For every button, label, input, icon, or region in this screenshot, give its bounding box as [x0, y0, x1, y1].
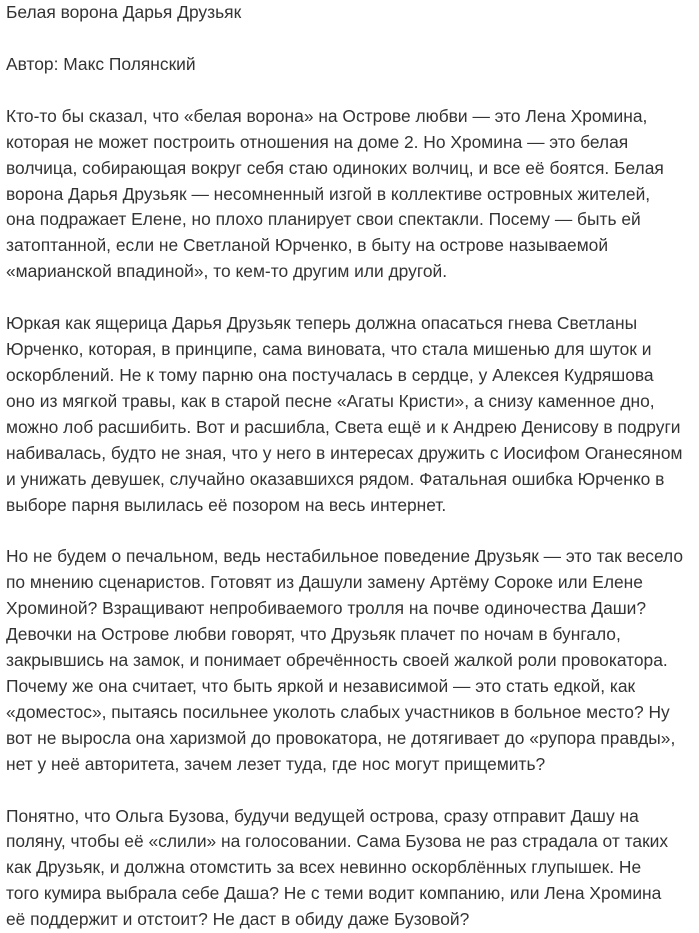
text-line: она подражает Елене, но плохо планирует свои спектакли. Посему — быть ей: [6, 209, 641, 230]
text-line: оскорблений. Не к тому парню она постучалась в сердце, у Алексея Кудряшова: [6, 364, 654, 385]
text-line: затоптанной, если не Светланой Юрченко, в быту на острове называемой: [6, 235, 609, 256]
text-line: Понятно, что Ольга Бузова, будучи ведущей острова, сразу отправит Дашу на: [6, 805, 639, 826]
text-line: волчица, собирающая вокруг себя стаю одиноких волчиц, и все её боятся. Белая: [6, 157, 664, 178]
text-line: Юрченко, которая, в принципе, сама виновата, что стала мишенью для шуток и: [6, 339, 652, 360]
text-line: нет у неё авторитета, зачем лезет туда, где нос могут прищемить?: [6, 753, 546, 774]
text-line: вот не выросла она харизмой до провокатора, не дотягивает до «рупора правды»,: [6, 727, 676, 748]
paragraph-1: [6, 104, 693, 285]
text-line: оно из мягкой травы, как в старой песне «Агаты Кристи», а снизу каменное дно,: [6, 390, 655, 411]
text-line: Юркая как ящерица Дарья Друзьяк теперь должна опасаться гнева Светланы: [6, 313, 638, 334]
text-line: поляну, чтобы её «слили» на голосовании. Сама Бузова не раз страдала от таких: [6, 831, 669, 852]
text-line: ворона Дарья Друзьяк — несомненный изгой в коллективе островных жителей,: [6, 183, 651, 204]
article-author: Автор: Макс Полянский: [6, 53, 196, 74]
text-line: «доместос», пытаясь посильнее уколоть слабых участников в больное место? Ну: [6, 701, 670, 722]
text-line: Кто-то бы сказал, что «белая ворона» на Острове любви — это Лена Хромина,: [6, 105, 648, 126]
text-line: того кумира выбрала себе Даша? Не с теми водит компанию, или Лена Хромина: [6, 883, 662, 904]
text-line: Хроминой? Взращивают непробиваемого тролля на почве одиночества Даши?: [6, 598, 647, 619]
text-line: которая не может построить отношения на доме 2. Но Хромина — это белая: [6, 131, 629, 152]
paragraph-2: [6, 311, 693, 518]
text-line: по мнению сценаристов. Готовят из Дашули замену Артёму Сороке или Елене: [6, 572, 643, 593]
text-line: Девочки на Острове любви говорят, что Друзьяк плачет по ночам в бунгало,: [6, 624, 621, 645]
text-line: «марианской впадиной», то кем-то другим или другой.: [6, 261, 448, 282]
paragraph-4: [6, 804, 693, 933]
paragraph-3: [6, 544, 693, 777]
text-line: Почему же она считает, что быть яркой и независимой — это стать едкой, как: [6, 675, 636, 696]
text-line: выборе парня вылилась её позором на весь интернет.: [6, 494, 447, 515]
text-line: как Друзьяк, и должна отомстить за всех невинно оскорблённых глупышек. Не: [6, 857, 642, 878]
text-line: можно лоб расшибить. Вот и расшибла, Света ещё и к Андрею Денисову в подруги: [6, 416, 681, 437]
text-line: Но не будем о печальном, ведь нестабильное поведение Друзьяк — это так весело: [6, 546, 684, 567]
text-line: её поддержит и отстоит? Не даст в обиду даже Бузовой?: [6, 909, 470, 930]
text-line: набивалась, будто не зная, что у него в интересах дружить с Иосифом Оганесяном: [6, 442, 683, 463]
article-title: Белая ворона Дарья Друзьяк: [6, 2, 242, 22]
text-line: закрывшись на замок, и понимает обречённость своей жалкой роли провокатора.: [6, 650, 668, 671]
text-line: и унижать девушек, случайно оказавшихся рядом. Фатальная ошибка Юрченко в: [6, 468, 665, 489]
